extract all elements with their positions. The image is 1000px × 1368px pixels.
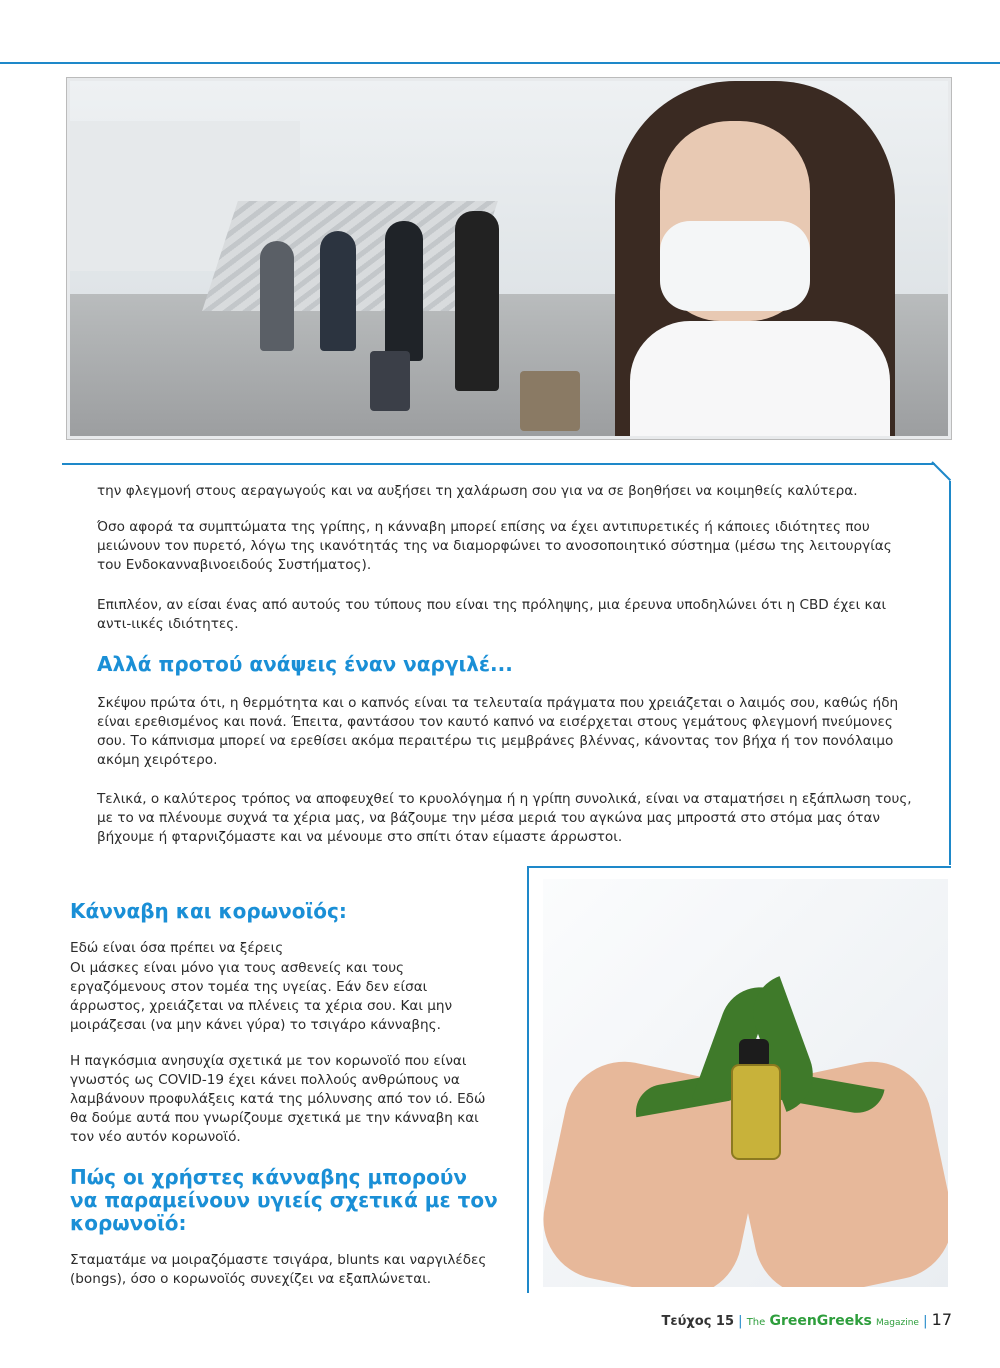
paragraph-6-lead: Εδώ είναι όσα πρέπει να ξέρεις xyxy=(70,940,284,956)
paragraph-7: Η παγκόσμια ανησυχία σχετικά με τον κορωνοϊό που είναι γνωστός ως COVID-19 έχει κάνει πολλούς ανθρώπους να λαμβάνουν προφυλάξεις κατά της μόλυνσης από τον ιό. Εδώ θα δούμε αυτά που γνωρίζουμε σχετικά με την κάνναβη και τον νέο αυτόν κορωνοϊό. xyxy=(70,1053,486,1145)
top-rule xyxy=(0,62,1000,64)
page-number: 17 xyxy=(931,1310,952,1329)
issue-label: Τεύχος 15 xyxy=(661,1314,735,1329)
paragraph-3: Επιπλέον, αν είσαι ένας από αυτούς του τύπους που είναι της πρόληψης, μια έρευνα υποδηλώνει ότι η CBD έχει και αντι-ιικές ιδιότητες. xyxy=(97,597,887,632)
brand-magazine: Magazine xyxy=(875,1318,919,1328)
heading-how-users-stay-healthy: Πώς οι χρήστες κάνναβης μπορούν να παραμείνουν υγιείς σχετικά με τον κορωνοϊό: xyxy=(70,1165,498,1235)
heading-cannabis-covid: Κάνναβη και κορωνοϊός: xyxy=(70,899,347,923)
footer-separator-1: | xyxy=(738,1314,743,1329)
paragraph-8: Σταματάμε να μοιραζόμαστε τσιγάρα, blunts και ναργιλέδες (bongs), όσο ο κορωνοϊός συνεχίζει να εξαπλώνεται. xyxy=(70,1252,487,1287)
page-footer xyxy=(662,1310,953,1329)
airport-masked-woman-photo xyxy=(67,78,951,439)
heading-hookah: Αλλά προτού ανάψεις έναν ναργιλέ... xyxy=(97,652,513,676)
paragraph-4: Σκέψου πρώτα ότι, η θερμότητα και ο καπνός είναι τα τελευταία πράγματα που χρειάζεται ο λαιμός σου, καθώς ήδη είναι ερεθισμένος και πονά. Έπειτα, φαντάσου τον καυτό καπνό να εισέρχεται στους γεμάτους φλεγμονή πνεύμονες σου. Το κάπνισμα μπορεί να ερεθίσει ακόμα περαιτέρω τις μεμβράνες βλέννας, κάνοντας τον βήχα ή τον πονόλαιμο ακόμη χειρότερο. xyxy=(97,695,899,768)
brand-the: The xyxy=(746,1317,766,1328)
footer-separator-2: | xyxy=(923,1314,928,1329)
paragraph-1: την φλεγμονή στους αεραγωγούς και να αυξήσει τη χαλάρωση σου για να σε βοηθήσει να κοιμηθείς καλύτερα. xyxy=(97,483,858,499)
paragraph-5: Τελικά, ο καλύτερος τρόπος να αποφευχθεί το κρυολόγημα ή η γρίπη συνολικά, είναι να σταματήσει η εξάπλωση τους, με το να πλένουμε συχνά τα χέρια μας, να βάζουμε την μέσα μεριά του αγκώνα μας μπροστά στο στόμα μας όταν βήχουμε ή φταρνιζόμαστε και να μένουμε στο σπίτι όταν είμαστε άρρωστοι. xyxy=(97,791,912,845)
cbd-oil-hands-photo xyxy=(543,879,948,1287)
paragraph-6: Οι μάσκες είναι μόνο για τους ασθενείς και τους εργαζόμενους στον τομέα της υγείας. Εάν δεν είσαι άρρωστος, χρειάζεται να πλένεις τα χέρια σου. Και μην μοιράζεσαι (να μην κάνει γύρα) το τσιγάρο κάνναβης. xyxy=(70,960,453,1033)
brand-name: GreenGreeks xyxy=(769,1313,872,1329)
paragraph-2: Όσο αφορά τα συμπτώματα της γρίπης, η κάνναβη μπορεί επίσης να έχει αντιπυρετικές ή κάποιες ιδιότητες που μειώνουν τον πυρετό, λόγω της ικανότητάς της να διαμορφώνει το ανοσοποιητικό σύστημα (μέσω της λειτουργίας του Ενδοκανναβινοειδούς Συστήματος). xyxy=(97,519,892,573)
